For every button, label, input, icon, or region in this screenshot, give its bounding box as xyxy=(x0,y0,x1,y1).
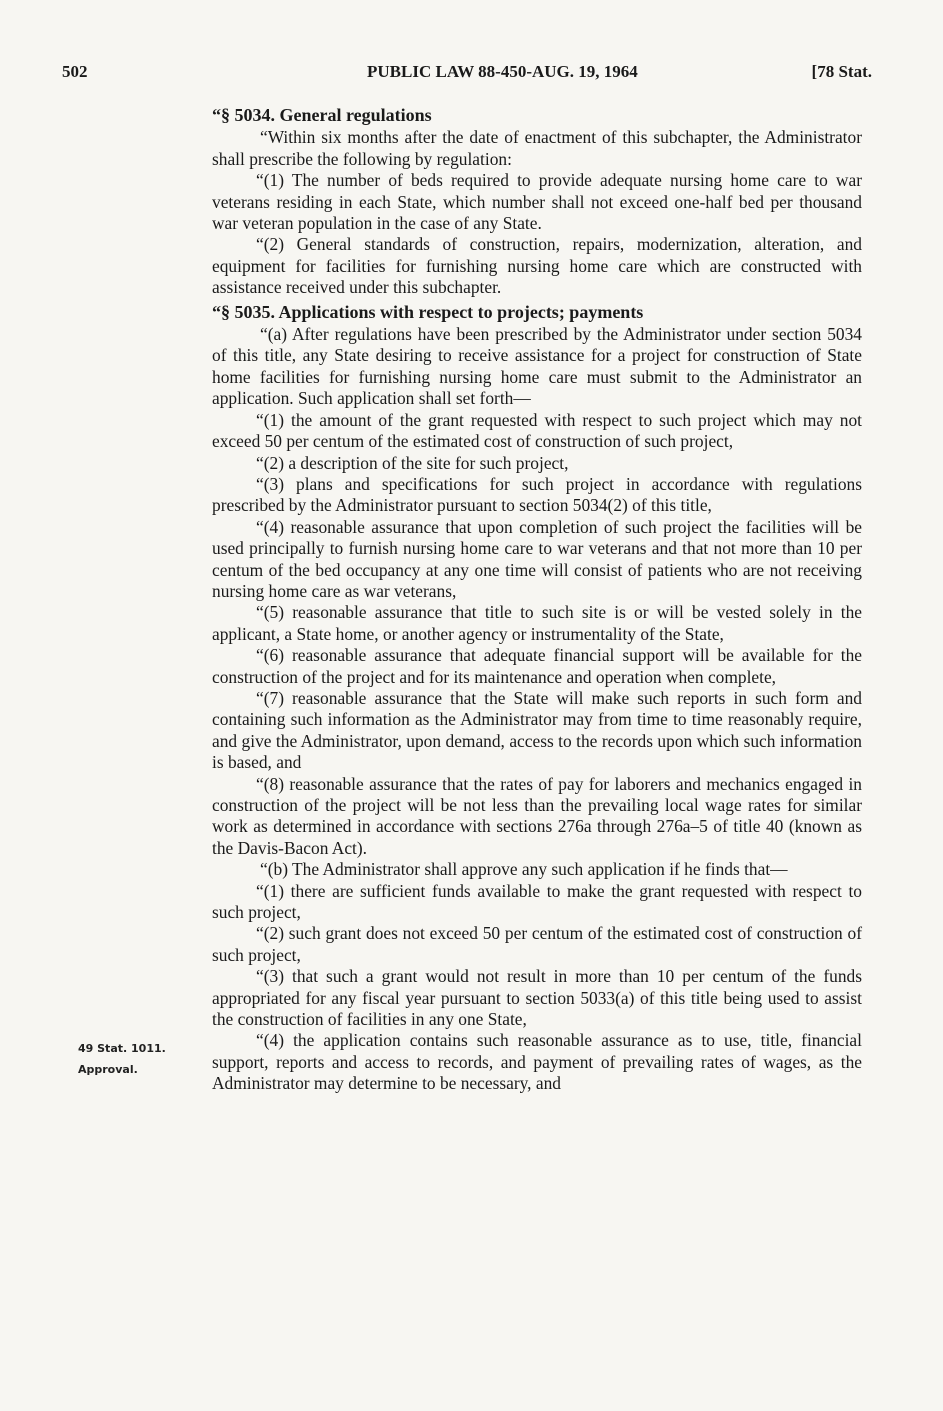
subsection-b-item-4: “(4) the application contains such reasonable assurance as to use, title, financial support, reports and access to records, and payment of prevailing rates of wages, as the Administrator may determine to be necessary, and xyxy=(212,1030,862,1094)
section-5034-item-1: “(1) The number of beds required to provide adequate nursing home care to war veterans residing in each State, which number shall not exceed one-half bed per thousand war veteran population in the case of any State. xyxy=(212,170,862,234)
subsection-a-item-7: “(7) reasonable assurance that the State will make such reports in such form and containing such information as the Administrator may from time to time reasonably require, and give the Administrator, upon demand, access to the records upon which such information is based, and xyxy=(212,687,862,773)
sidenote-citation: 49 Stat. 1011. xyxy=(78,1042,166,1055)
subsection-a-item-6: “(6) reasonable assurance that adequate financial support will be available for the construction of the project and for its maintenance and operation when complete, xyxy=(212,645,862,687)
section-5034-heading: “§ 5034. General regulations xyxy=(212,105,432,125)
subsection-b-item-2: “(2) such grant does not exceed 50 per centum of the estimated cost of construction of such project, xyxy=(212,923,862,965)
sidenote-approval: Approval. xyxy=(78,1063,138,1076)
section-5035-b: “(b) The Administrator shall approve any such application if he finds that— xyxy=(260,859,788,880)
section-5034-item-2: “(2) General standards of construction, repairs, modernization, alteration, and equipment for facilities for furnishing nursing home care which are constructed with assistance received under this subchapter. xyxy=(212,234,862,298)
page-header xyxy=(62,62,872,92)
subsection-a-item-8: “(8) reasonable assurance that the rates of pay for laborers and mechanics engaged in construction of the project will be not less than the prevailing local wage rates for similar work as determined in accordance with sections 276a through 276a–5 of title 40 (known as the Davis-Bacon Act). xyxy=(212,773,862,858)
subsection-a-item-1: “(1) the amount of the grant requested with respect to such project which may not exceed 50 per centum of the estimated cost of construction of such project, xyxy=(212,409,862,452)
subsection-b-item-1: “(1) there are sufficient funds available to make the grant requested with respect to such project, xyxy=(212,880,862,923)
subsection-a-item-4: “(4) reasonable assurance that upon completion of such project the facilities will be used principally to furnish nursing home care to war veterans and that not more than 10 per centum of the bed occupancy at any one time will consist of patients who are not receiving nursing home care as war veterans, xyxy=(212,516,862,601)
running-title: PUBLIC LAW 88-450-AUG. 19, 1964 xyxy=(367,62,638,81)
body-text xyxy=(212,103,862,1095)
section-5035-heading: “§ 5035. Applications with respect to projects; payments xyxy=(212,301,644,322)
subsection-a-item-5: “(5) reasonable assurance that title to such site is or will be vested solely in the applicant, a State home, or another agency or instrumentality of the State, xyxy=(212,602,862,644)
section-5034-intro: “Within six months after the date of enactment of this subchapter, the Administrator shall prescribe the following by regulation: xyxy=(212,127,862,169)
subsection-a-item-3: “(3) plans and specifications for such project in accordance with regulations prescribed by the Administrator pursuant to section 5034(2) of this title, xyxy=(212,473,862,516)
section-5035-a: “(a) After regulations have been prescribed by the Administrator under section 5034 of this title, any State desiring to receive assistance for a project for construction of State home facilities for furnishing nursing home care must submit to the Administrator an application. Such application shall set forth— xyxy=(212,324,862,409)
statute-reference: [78 Stat. xyxy=(811,62,872,81)
subsection-a-item-2: “(2) a description of the site for such project, xyxy=(256,452,569,473)
page-number: 502 xyxy=(62,62,88,81)
subsection-b-item-3: “(3) that such a grant would not result in more than 10 per centum of the funds appropriated for any fiscal year pursuant to section 5033(a) of this title being used to assist the construction of facilities in any one State, xyxy=(212,966,862,1030)
